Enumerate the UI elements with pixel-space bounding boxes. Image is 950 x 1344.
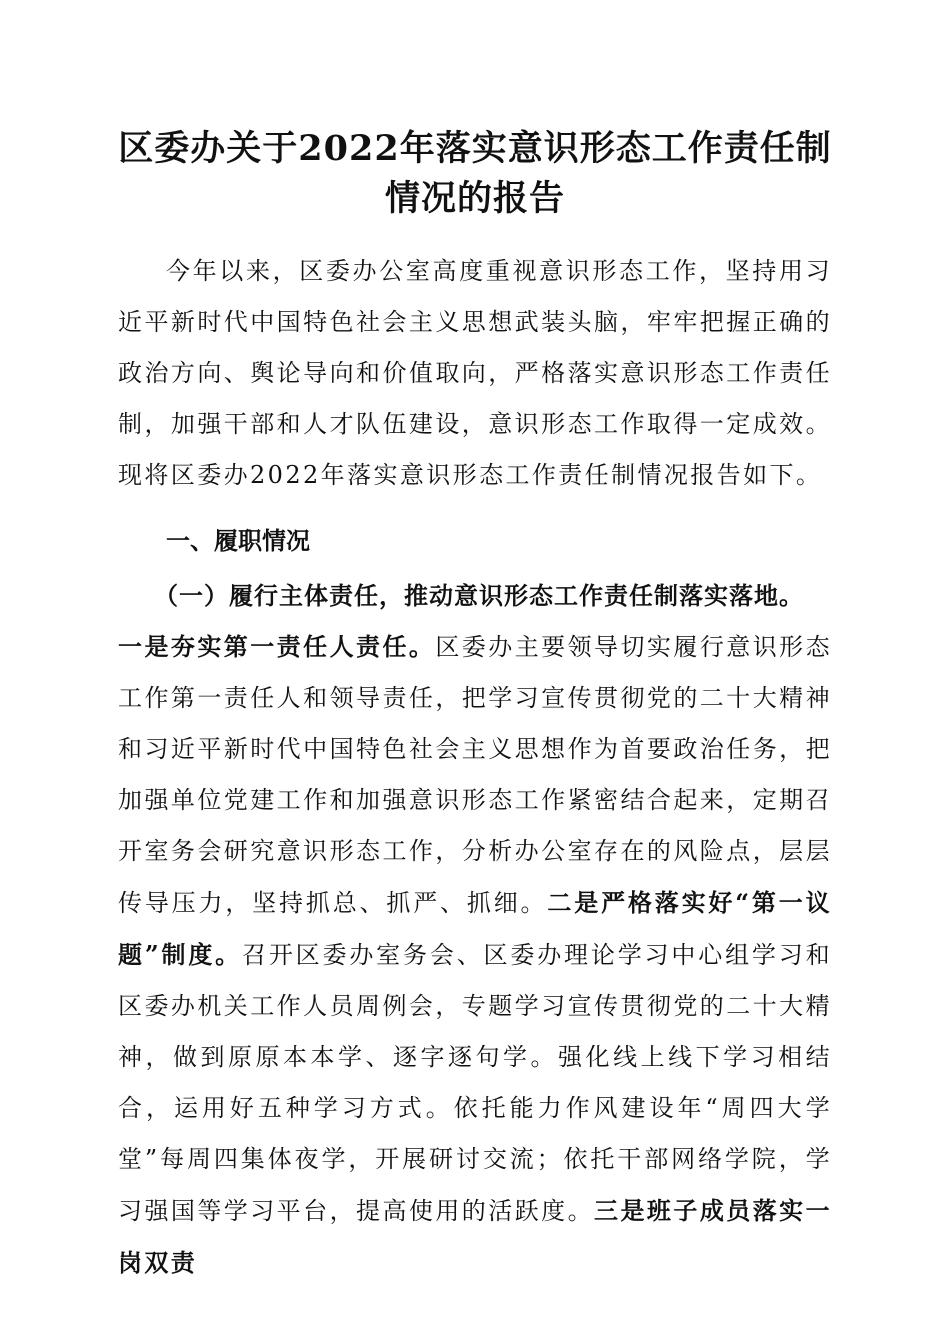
intro-paragraph: 今年以来，区委办公室高度重视意识形态工作，坚持用习近平新时代中国特色社会主义思想武装头脑，牢牢把握正确的政治方向、舆论导向和价值取向，严格落实意识形态工作责任制，加强干部和人才队伍建设，意识形态工作取得一定成效。现将区委办2022年落实意识形态工作责任制情况报告如下。 (118, 257, 832, 489)
point-1-text: 区委办主要领导切实履行意识形态工作第一责任人和领导责任，把学习宣传贯彻党的二十大精神和习近平新时代中国特色社会主义思想作为首要政治任务，把加强单位党建工作和加强意识形态工作紧密结合起来，定期召开室务会研究意识形态工作，分析办公室存在的风险点，层层传导压力，坚持抓总、抓严、抓细。 (118, 633, 832, 917)
point-3-lead: 三是班子成员落实一岗双责 (118, 1196, 832, 1277)
point-1-lead: 一是夯实第一责任人责任。 (118, 632, 436, 661)
title-line-2: 情况的报告 (384, 178, 565, 219)
point-2-text: 召开区委办室务会、区委办理论学习中心组学习和区委办机关工作人员周例会，专题学习宣传贯彻党的二十大精神，做到原原本本学、逐字逐句学。强化线上线下学习相结合，运用好五种学习方式。依托能力作风建设年“周四大学堂”每周四集体夜学，开展研讨交流；依托干部网络学院，学习强国等学习平台，提高使用的活跃度。 (118, 941, 832, 1225)
body-paragraph-1 (118, 621, 832, 1289)
document-title (118, 124, 832, 224)
title-line-1: 区委办关于2022年落实意识形态工作责任制 (118, 128, 832, 169)
point-2-lead: 二是严格落实好“第一议题”制度。 (118, 888, 832, 969)
subsection-heading-1: （一）履行主体责任，推动意识形态工作责任制落实落地。 (154, 581, 804, 610)
document-body (118, 246, 832, 1289)
section-heading-1: 一、履职情况 (166, 526, 310, 555)
